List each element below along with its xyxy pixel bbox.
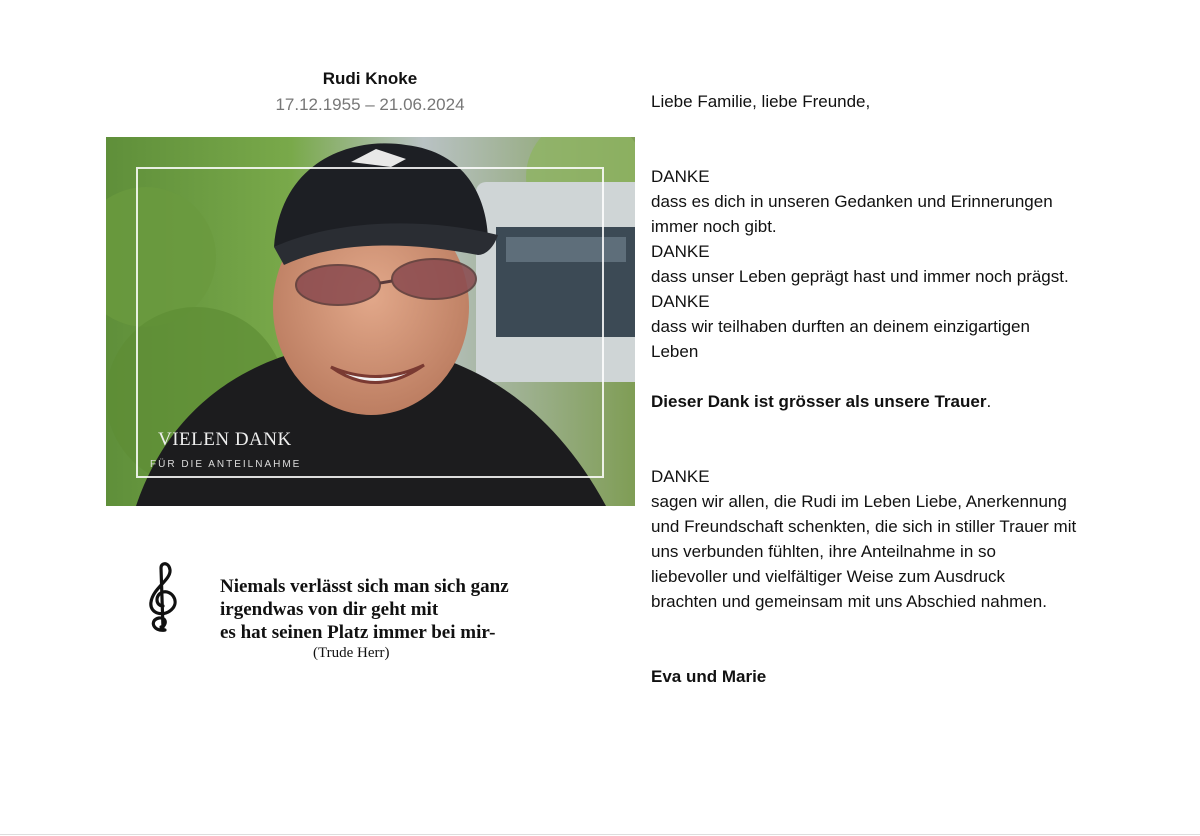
danke-heading: DANKE [651, 242, 710, 261]
quote-line: es hat seinen Platz immer bei mir- [220, 622, 496, 643]
thanks-line: uns verbunden fühlten, ihre Anteilnahme in so [651, 542, 996, 561]
treble-clef-icon [143, 560, 183, 632]
thanks-line: sagen wir allen, die Rudi im Leben Liebe, Anerkennung [651, 492, 1067, 511]
memorial-photo [106, 137, 635, 506]
deceased-name: Rudi Knoke [322, 69, 418, 88]
letter-line: Leben [651, 342, 699, 361]
letter-line: dass wir teilhaben durften an deinem einzigartigen [651, 317, 1030, 336]
thanks-line: brachten und gemeinsam mit uns Abschied nahmen. [651, 592, 1047, 611]
thanks-line: und Freundschaft schenkten, die sich in stiller Trauer mit [651, 517, 1077, 536]
letter-line: dass unser Leben geprägt hast und immer noch prägst. [651, 267, 1069, 286]
thanks-line: liebevoller und vielfältiger Weise zum Ausdruck [651, 567, 1006, 586]
danke-heading: DANKE [651, 292, 710, 311]
thank-you-letter [651, 89, 1171, 689]
statement-text: Dieser Dank ist grösser als unsere Trauer [651, 392, 987, 411]
photo-title: VIELEN DANK [158, 429, 292, 450]
letter-line: immer noch gibt. [651, 217, 777, 236]
greeting: Liebe Familie, liebe Freunde, [651, 92, 871, 111]
quote-line: irgendwas von dir geht mit [220, 599, 439, 620]
letter-line: dass es dich in unseren Gedanken und Erinnerungen [651, 192, 1053, 211]
quote-text [220, 575, 509, 644]
statement [651, 389, 1171, 414]
quote-author: (Trude Herr) [313, 645, 390, 661]
danke-heading: DANKE [651, 467, 710, 486]
photo-subtitle: FÜR DIE ANTEILNAHME [150, 459, 302, 470]
page-edge [0, 834, 1200, 835]
statement-period: . [986, 392, 992, 411]
quote-line: Niemals verlässt sich man sich ganz [220, 576, 509, 597]
life-dates: 17.12.1955 – 21.06.2024 [275, 95, 465, 114]
danke-heading: DANKE [651, 167, 710, 186]
signature: Eva und Marie [651, 667, 767, 686]
